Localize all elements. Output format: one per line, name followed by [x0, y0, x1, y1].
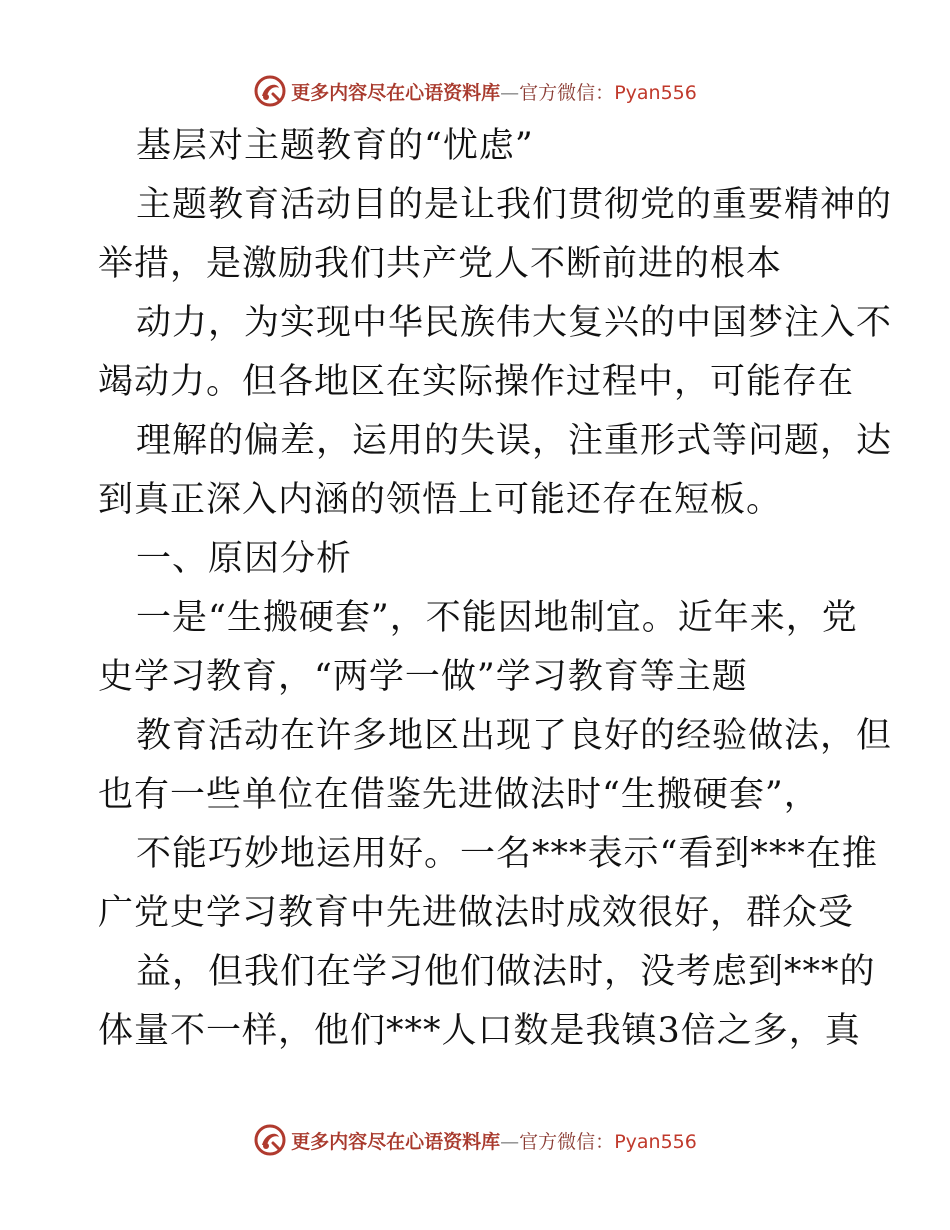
text-line: 体量不一样，他们***人口数是我镇3倍之多，真 — [98, 1011, 861, 1051]
footer-wechat-label: 官方微信： — [519, 1130, 615, 1153]
text-line: 一是“生搬硬套”，不能因地制宜。近年来，党 — [136, 598, 858, 638]
footer-site-text: 更多内容尽在心语资料库 — [291, 1130, 501, 1153]
header-site-text: 更多内容尽在心语资料库 — [291, 81, 501, 104]
document-title: 基层对主题教育的“忧虑” — [136, 126, 534, 166]
text-line: 竭动力。但各地区在实际操作过程中，可能存在 — [98, 362, 855, 402]
red-swirl-logo-icon — [253, 74, 287, 108]
header-wechat-id: Pyan556 — [614, 81, 697, 104]
red-swirl-logo-icon — [253, 1123, 287, 1157]
text-line: 不能巧妙地运用好。一名***表示“看到***在推 — [136, 834, 878, 874]
header-wechat-label: 官方微信： — [519, 81, 615, 104]
text-line: 举措，是激励我们共产党人不断前进的根本 — [98, 244, 783, 284]
text-line: 主题教育活动目的是让我们贯彻党的重要精神的 — [136, 185, 893, 225]
text-line: 也有一些单位在借鉴先进做法时“生搬硬套”， — [98, 775, 820, 815]
text-line: 理解的偏差，运用的失误，注重形式等问题，达 — [136, 421, 893, 461]
header-separator: — — [500, 81, 520, 104]
text-line: 史学习教育，“两学一做”学习教育等主题 — [98, 657, 748, 697]
text-line: 动力，为实现中华民族伟大复兴的中国梦注入不 — [136, 303, 893, 343]
footer-separator: — — [500, 1130, 520, 1153]
header-banner — [0, 71, 950, 111]
text-line: 广党史学习教育中先进做法时成效很好，群众受 — [98, 893, 855, 933]
header-banner-text — [291, 78, 697, 105]
footer-banner-text — [291, 1127, 697, 1154]
footer-wechat-id: Pyan556 — [614, 1130, 697, 1153]
footer-banner — [0, 1120, 950, 1160]
text-line: 益，但我们在学习他们做法时，没考虑到***的 — [136, 952, 876, 992]
section-heading: 一、原因分析 — [136, 539, 353, 579]
text-line: 教育活动在许多地区出现了良好的经验做法，但 — [136, 716, 893, 756]
document-body — [98, 117, 893, 1061]
text-line: 到真正深入内涵的领悟上可能还存在短板。 — [98, 480, 783, 520]
